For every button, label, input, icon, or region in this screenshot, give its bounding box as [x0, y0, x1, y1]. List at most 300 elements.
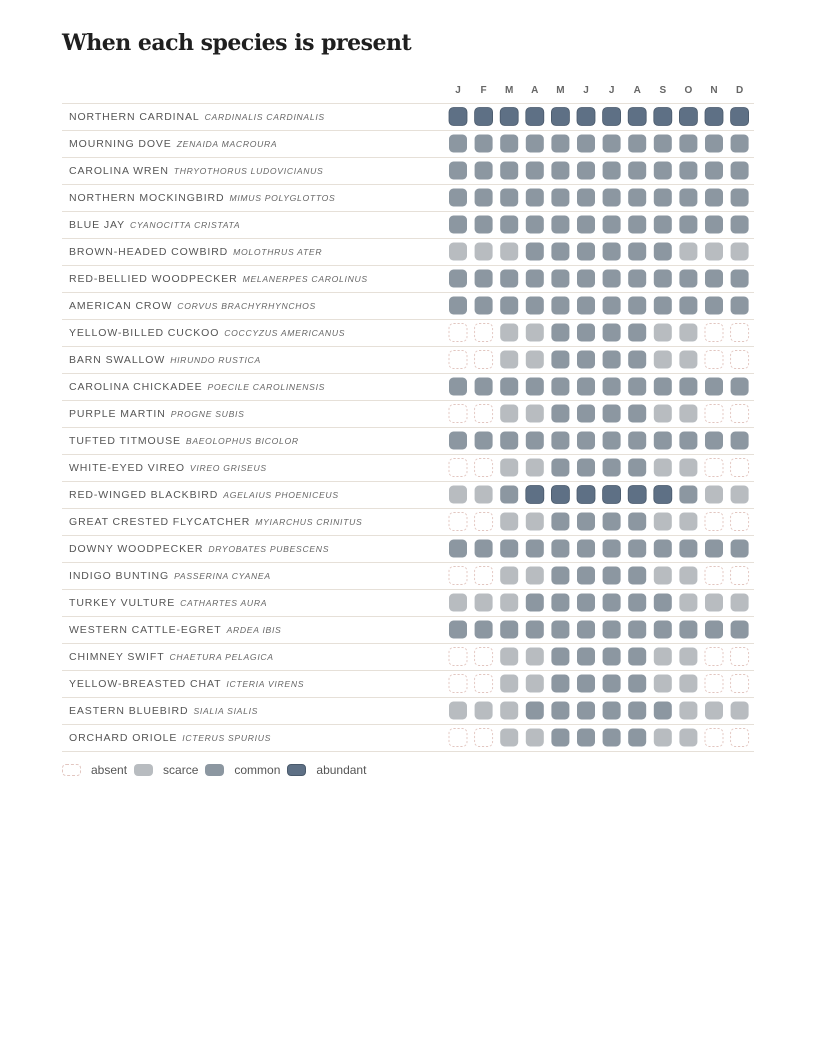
- month-cell: [551, 270, 569, 288]
- legend-label-common: common: [234, 763, 281, 777]
- species-row: [62, 482, 754, 504]
- species-row: [62, 536, 754, 558]
- month-label: M: [556, 85, 565, 96]
- month-label: J: [608, 85, 615, 96]
- month-cell: [705, 621, 723, 639]
- month-cell: [577, 243, 595, 261]
- month-cell: [577, 324, 595, 342]
- month-cell: [551, 513, 569, 531]
- month-cell: [526, 567, 544, 585]
- month-cell: [526, 405, 544, 423]
- month-cell: [654, 108, 672, 126]
- month-cell: [449, 675, 467, 693]
- month-cell: [731, 108, 749, 126]
- month-cell: [731, 297, 749, 315]
- month-cell: [577, 405, 595, 423]
- species-common-name: AMERICAN CROW: [69, 300, 173, 312]
- month-cell: [475, 108, 493, 126]
- month-cell: [551, 459, 569, 477]
- month-cell: [679, 459, 697, 477]
- month-cell: [628, 486, 646, 504]
- month-cell: [526, 459, 544, 477]
- species-scientific-name: MYIARCHUS CRINITUS: [255, 517, 363, 527]
- month-cell: [449, 513, 467, 531]
- species-scientific-name: CHAETURA PELAGICA: [169, 652, 274, 662]
- species-row: [62, 617, 754, 639]
- month-cell: [628, 135, 646, 153]
- species-label: [69, 732, 271, 744]
- species-label: [69, 381, 325, 393]
- month-cell: [500, 405, 518, 423]
- month-label: S: [659, 85, 667, 96]
- month-cell: [577, 297, 595, 315]
- species-common-name: BLUE JAY: [69, 219, 126, 231]
- month-cell: [475, 702, 493, 720]
- month-cell: [475, 162, 493, 180]
- species-scientific-name: CARDINALIS CARDINALIS: [204, 112, 325, 122]
- month-cell: [475, 675, 493, 693]
- species-scientific-name: THRYOTHORUS LUDOVICIANUS: [173, 166, 324, 176]
- month-cell: [731, 405, 749, 423]
- month-cell: [654, 648, 672, 666]
- month-cell: [449, 567, 467, 585]
- month-cell: [603, 702, 621, 720]
- month-cell: [551, 324, 569, 342]
- month-cell: [449, 108, 467, 126]
- month-label: J: [455, 85, 461, 96]
- species-common-name: WESTERN CATTLE-EGRET: [69, 624, 222, 636]
- month-cell: [628, 513, 646, 531]
- species-common-name: EASTERN BLUEBIRD: [69, 705, 189, 717]
- month-cell: [526, 243, 544, 261]
- species-label: [69, 165, 324, 177]
- species-row: [62, 131, 754, 153]
- month-cell: [654, 297, 672, 315]
- month-cell: [577, 189, 595, 207]
- species-row: [62, 725, 754, 747]
- month-cell: [731, 648, 749, 666]
- month-cell: [475, 297, 493, 315]
- month-cell: [526, 108, 544, 126]
- month-cell: [500, 621, 518, 639]
- month-cell: [449, 405, 467, 423]
- month-cell: [654, 702, 672, 720]
- species-scientific-name: HIRUNDO RUSTICA: [170, 355, 261, 365]
- month-cell: [577, 648, 595, 666]
- month-cell: [551, 567, 569, 585]
- month-cell: [603, 648, 621, 666]
- month-cell: [628, 729, 646, 747]
- month-cell: [551, 486, 569, 504]
- month-cell: [628, 216, 646, 234]
- legend-item-absent: [62, 763, 127, 777]
- month-cell: [500, 108, 518, 126]
- month-cell: [526, 648, 544, 666]
- species-row: [62, 185, 754, 207]
- month-cell: [628, 378, 646, 396]
- month-cell: [475, 378, 493, 396]
- species-scientific-name: ICTERUS SPURIUS: [182, 733, 272, 743]
- species-label: [69, 570, 271, 582]
- species-label: [69, 111, 325, 123]
- month-label: D: [735, 85, 744, 96]
- species-scientific-name: PROGNE SUBIS: [170, 409, 245, 419]
- month-cell: [679, 243, 697, 261]
- month-cell: [526, 675, 544, 693]
- month-cell: [475, 540, 493, 558]
- month-cell: [603, 270, 621, 288]
- month-cell: [628, 702, 646, 720]
- month-cell: [603, 594, 621, 612]
- month-cell: [628, 351, 646, 369]
- month-cell: [577, 216, 595, 234]
- month-cell: [603, 459, 621, 477]
- month-cell: [679, 135, 697, 153]
- month-cell: [628, 675, 646, 693]
- month-cell: [603, 675, 621, 693]
- species-common-name: BROWN-HEADED COWBIRD: [69, 246, 229, 258]
- month-cell: [577, 162, 595, 180]
- month-cell: [705, 351, 723, 369]
- species-scientific-name: SIALIA SIALIS: [193, 706, 259, 716]
- species-label: [69, 705, 258, 717]
- species-label: [69, 408, 245, 420]
- month-cell: [731, 486, 749, 504]
- month-cell: [603, 621, 621, 639]
- month-cell: [526, 729, 544, 747]
- month-cell: [731, 270, 749, 288]
- month-cell: [475, 270, 493, 288]
- month-cell: [705, 702, 723, 720]
- month-cell: [603, 486, 621, 504]
- month-cell: [679, 648, 697, 666]
- month-cell: [500, 540, 518, 558]
- month-cell: [526, 486, 544, 504]
- species-rows: [62, 104, 754, 752]
- month-cell: [628, 567, 646, 585]
- month-cell: [475, 432, 493, 450]
- month-cell: [500, 702, 518, 720]
- month-cell: [551, 405, 569, 423]
- month-cell: [500, 567, 518, 585]
- species-scientific-name: AGELAIUS PHOENICEUS: [223, 490, 339, 500]
- month-cell: [628, 108, 646, 126]
- species-scientific-name: MELANERPES CAROLINUS: [242, 274, 368, 284]
- species-label: [69, 624, 281, 636]
- species-scientific-name: COCCYZUS AMERICANUS: [224, 328, 346, 338]
- legend-label-scarce: scarce: [163, 763, 199, 777]
- month-cell: [679, 405, 697, 423]
- legend-swatch-scarce: [134, 764, 153, 776]
- month-cell: [628, 648, 646, 666]
- species-row: [62, 158, 754, 180]
- month-cell: [449, 216, 467, 234]
- month-cell: [551, 189, 569, 207]
- month-cell: [526, 270, 544, 288]
- month-label: O: [684, 85, 693, 96]
- species-scientific-name: VIREO GRISEUS: [189, 463, 267, 473]
- species-scientific-name: ZENAIDA MACROURA: [176, 139, 278, 149]
- month-cell: [449, 486, 467, 504]
- month-cell: [475, 621, 493, 639]
- month-cell: [475, 351, 493, 369]
- month-cell: [628, 243, 646, 261]
- month-cell: [603, 243, 621, 261]
- species-label: [69, 300, 316, 312]
- month-label: J: [583, 85, 589, 96]
- month-cell: [500, 432, 518, 450]
- species-row: [62, 239, 754, 261]
- month-cell: [654, 378, 672, 396]
- month-cell: [705, 108, 723, 126]
- month-cell: [654, 594, 672, 612]
- species-label: [69, 489, 339, 501]
- month-cell: [449, 162, 467, 180]
- month-cell: [500, 459, 518, 477]
- species-row: [62, 212, 754, 234]
- species-row: [62, 428, 754, 450]
- month-cell: [705, 540, 723, 558]
- month-cell: [526, 540, 544, 558]
- month-cell: [679, 270, 697, 288]
- month-cell: [654, 351, 672, 369]
- species-row: [62, 509, 754, 531]
- month-cell: [679, 729, 697, 747]
- month-cell: [731, 378, 749, 396]
- month-cell: [551, 540, 569, 558]
- month-cell: [577, 540, 595, 558]
- month-cell: [654, 432, 672, 450]
- month-cell: [679, 108, 697, 126]
- legend-swatch-abundant: [287, 764, 306, 776]
- month-cell: [500, 594, 518, 612]
- month-cell: [705, 648, 723, 666]
- month-cell: [603, 405, 621, 423]
- species-common-name: ORCHARD ORIOLE: [69, 732, 178, 744]
- species-scientific-name: POECILE CAROLINENSIS: [207, 382, 326, 392]
- month-cell: [705, 216, 723, 234]
- month-cell: [705, 270, 723, 288]
- species-common-name: PURPLE MARTIN: [69, 408, 166, 420]
- month-cell: [449, 297, 467, 315]
- month-cell: [603, 297, 621, 315]
- legend-label-absent: absent: [91, 763, 128, 777]
- month-cell: [705, 162, 723, 180]
- month-cell: [526, 351, 544, 369]
- month-cell: [500, 324, 518, 342]
- month-cell: [705, 513, 723, 531]
- species-label: [69, 192, 335, 204]
- month-cell: [654, 621, 672, 639]
- legend-item-abundant: [287, 763, 366, 777]
- species-row: [62, 347, 754, 369]
- month-cell: [551, 243, 569, 261]
- legend-swatch-common: [205, 764, 224, 776]
- month-cell: [475, 324, 493, 342]
- month-cell: [577, 270, 595, 288]
- species-scientific-name: ARDEA IBIS: [226, 625, 282, 635]
- month-cell: [577, 486, 595, 504]
- month-cell: [500, 135, 518, 153]
- species-common-name: NORTHERN CARDINAL: [69, 111, 200, 123]
- month-cell: [679, 594, 697, 612]
- month-cell: [449, 729, 467, 747]
- month-cell: [475, 459, 493, 477]
- month-cell: [628, 324, 646, 342]
- month-cell: [628, 540, 646, 558]
- month-cell: [526, 324, 544, 342]
- month-label: F: [480, 85, 487, 96]
- month-cell: [603, 324, 621, 342]
- species-row: [62, 644, 754, 666]
- month-cell: [731, 243, 749, 261]
- month-cell: [577, 729, 595, 747]
- month-cell: [551, 378, 569, 396]
- month-cell: [449, 540, 467, 558]
- species-scientific-name: PASSERINA CYANEA: [174, 571, 271, 581]
- species-common-name: RED-WINGED BLACKBIRD: [69, 489, 219, 501]
- month-cell: [449, 432, 467, 450]
- month-cell: [603, 540, 621, 558]
- month-cell: [603, 378, 621, 396]
- month-cell: [731, 540, 749, 558]
- month-cell: [526, 135, 544, 153]
- month-cell: [679, 378, 697, 396]
- month-cell: [731, 135, 749, 153]
- month-cell: [500, 162, 518, 180]
- month-cell: [449, 378, 467, 396]
- month-cell: [731, 189, 749, 207]
- month-cell: [654, 459, 672, 477]
- month-cell: [654, 405, 672, 423]
- month-cell: [500, 486, 518, 504]
- month-cell: [551, 108, 569, 126]
- month-cell: [551, 675, 569, 693]
- species-common-name: BARN SWALLOW: [69, 354, 166, 366]
- month-cell: [475, 594, 493, 612]
- species-label: [69, 354, 261, 366]
- species-common-name: MOURNING DOVE: [69, 138, 172, 150]
- month-cell: [449, 189, 467, 207]
- legend: [62, 763, 373, 777]
- month-cell: [449, 324, 467, 342]
- species-common-name: YELLOW-BREASTED CHAT: [69, 678, 222, 690]
- month-cell: [475, 216, 493, 234]
- month-cell: [603, 108, 621, 126]
- legend-swatch-absent: [62, 764, 81, 776]
- month-cell: [603, 729, 621, 747]
- month-cell: [526, 513, 544, 531]
- month-cell: [551, 648, 569, 666]
- species-row: [62, 266, 754, 288]
- month-cell: [731, 459, 749, 477]
- legend-item-scarce: [134, 763, 198, 777]
- month-cell: [577, 567, 595, 585]
- month-cell: [679, 324, 697, 342]
- month-cell: [679, 540, 697, 558]
- month-cell: [526, 594, 544, 612]
- month-cell: [731, 324, 749, 342]
- species-common-name: CHIMNEY SWIFT: [69, 651, 165, 663]
- month-cell: [705, 189, 723, 207]
- month-cell: [654, 540, 672, 558]
- month-cell: [475, 243, 493, 261]
- month-label: A: [531, 85, 539, 96]
- month-cell: [731, 702, 749, 720]
- month-cell: [449, 594, 467, 612]
- month-cell: [500, 270, 518, 288]
- species-row: [62, 563, 754, 585]
- month-cell: [577, 351, 595, 369]
- month-cell: [577, 432, 595, 450]
- month-cell: [603, 432, 621, 450]
- month-cell: [705, 459, 723, 477]
- species-common-name: RED-BELLIED WOODPECKER: [69, 273, 238, 285]
- month-cell: [603, 216, 621, 234]
- month-cell: [551, 135, 569, 153]
- species-common-name: CAROLINA CHICKADEE: [69, 381, 203, 393]
- month-cell: [628, 459, 646, 477]
- month-cell: [475, 567, 493, 585]
- species-label: [69, 543, 329, 555]
- month-cell: [603, 162, 621, 180]
- month-cell: [475, 405, 493, 423]
- species-row: [62, 671, 754, 693]
- month-cell: [705, 675, 723, 693]
- month-cell: [654, 324, 672, 342]
- month-cell: [654, 189, 672, 207]
- month-cell: [679, 621, 697, 639]
- month-cell: [628, 432, 646, 450]
- month-cell: [526, 162, 544, 180]
- month-cell: [526, 297, 544, 315]
- legend-item-common: [205, 763, 280, 777]
- species-common-name: DOWNY WOODPECKER: [69, 543, 204, 555]
- month-cell: [475, 729, 493, 747]
- month-cell: [705, 135, 723, 153]
- month-cell: [731, 351, 749, 369]
- month-cell: [679, 297, 697, 315]
- month-cell: [551, 432, 569, 450]
- month-cell: [705, 243, 723, 261]
- month-cell: [654, 567, 672, 585]
- species-common-name: WHITE-EYED VIREO: [69, 462, 185, 474]
- month-cell: [577, 108, 595, 126]
- month-cell: [731, 513, 749, 531]
- month-cell: [603, 513, 621, 531]
- month-cell: [500, 243, 518, 261]
- month-cell: [475, 513, 493, 531]
- month-cell: [654, 216, 672, 234]
- month-cell: [500, 297, 518, 315]
- species-scientific-name: MIMUS POLYGLOTTOS: [229, 193, 336, 203]
- month-cell: [731, 432, 749, 450]
- month-cell: [577, 459, 595, 477]
- month-cell: [654, 270, 672, 288]
- chart-title: When each species is present: [62, 30, 412, 56]
- month-cell: [577, 594, 595, 612]
- month-cell: [551, 594, 569, 612]
- species-common-name: TUFTED TITMOUSE: [69, 435, 181, 447]
- month-cell: [449, 621, 467, 639]
- species-label: [69, 138, 277, 150]
- month-cell: [654, 675, 672, 693]
- species-row: [62, 104, 754, 126]
- month-cell: [628, 189, 646, 207]
- month-cell: [551, 729, 569, 747]
- month-cell: [577, 378, 595, 396]
- month-cell: [679, 486, 697, 504]
